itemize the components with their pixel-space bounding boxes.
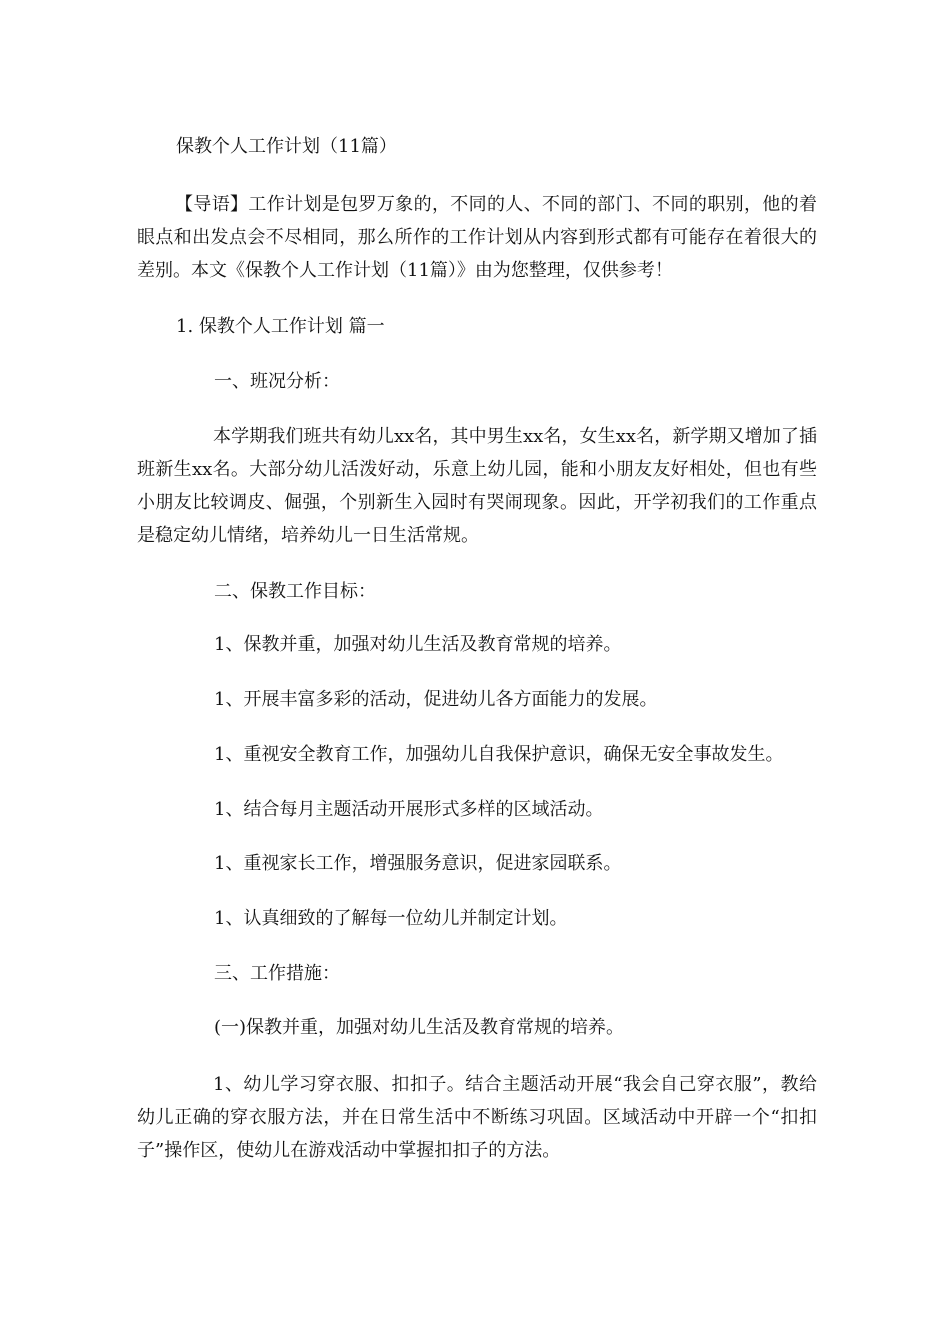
intro-paragraph: 【导语】工作计划是包罗万象的，不同的人、不同的部门、不同的职别，他的着眼点和出发点会不尽相同，那么所作的工作计划从内容到形式都有可能存在着很大的差别。本文《保教个人工作计划（11篇）》由为您整理，仅供参考！ [137,194,817,281]
goal-item: 1、认真细致的了解每一位幼儿并制定计划。 [214,908,568,929]
goal-item: 1、结合每月主题活动开展形式多样的区域活动。 [214,799,604,820]
section-heading: 1. 保教个人工作计划 篇一 [176,316,385,337]
part3-heading: 三、工作措施： [214,963,340,984]
part2-heading: 二、保教工作目标： [214,581,376,602]
measure1-heading: (一)保教并重，加强对幼儿生活及教育常规的培养。 [214,1017,625,1038]
goal-item: 1、开展丰富多彩的活动，促进幼儿各方面能力的发展。 [214,689,658,710]
document-title: 保教个人工作计划（11篇） [176,136,397,157]
goal-item: 1、保教并重，加强对幼儿生活及教育常规的培养。 [214,634,622,655]
part1-heading: 一、班况分析： [214,371,340,392]
goal-item: 1、重视家长工作，增强服务意识，促进家园联系。 [214,853,622,874]
measure1-body: 1、幼儿学习穿衣服、扣扣子。结合主题活动开展“我会自己穿衣服”，教给幼儿正确的穿衣服方法，并在日常生活中不断练习巩固。区域活动中开辟一个“扣扣子”操作区，使幼儿在游戏活动中掌握扣扣子的方法。 [137,1074,817,1161]
part1-body: 本学期我们班共有幼儿xx名，其中男生xx名，女生xx名，新学期又增加了插班新生xx名。大部分幼儿活泼好动，乐意上幼儿园，能和小朋友友好相处，但也有些小朋友比较调皮、倔强，个别新生入园时有哭闹现象。因此，开学初我们的工作重点是稳定幼儿情绪，培养幼儿一日生活常规。 [137,426,817,546]
goal-item: 1、重视安全教育工作，加强幼儿自我保护意识，确保无安全事故发生。 [214,744,784,765]
